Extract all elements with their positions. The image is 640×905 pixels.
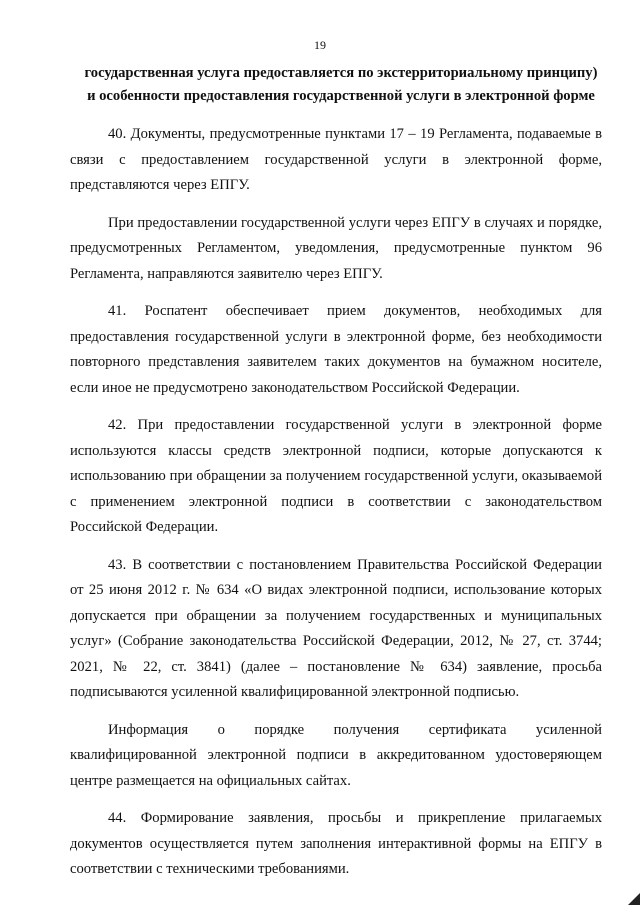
scan-corner-mark: [628, 893, 640, 905]
document-body: [70, 122, 602, 895]
page-number: 19: [314, 38, 326, 52]
paragraph-41: 41. Роспатент обеспечивает прием документов, необходимых для предоставления государственной услуги в электронной форме, без необходимости повторного представления заявителем таких документов на бумажном носителе, если иное не предусмотрено законодательством Российской Федерации.: [70, 303, 602, 396]
section-heading: [60, 62, 622, 108]
paragraph-43: 43. В соответствии с постановлением Правительства Российской Федерации от 25 июня 2012 г. № 634 «О видах электронной подписи, использование которых допускается при обращении за получением государственных и муниципальных услуг» (Собрание законодательства Российской Федерации, 2012, № 27, ст. 3744; 2021, № 22, ст. 3841) (далее – постановление № 634) заявление, просьба подписываются усиленной квалифицированной электронной подписью.: [70, 556, 602, 700]
paragraph-42: 42. При предоставлении государственной услуги в электронной форме используются классы средств электронной подписи, которые допускаются к использованию при обращении за получением государственной услуги, оказываемой с применением электронной подписи в соответствии с законодательством Российской Федерации.: [70, 417, 602, 535]
paragraph-44: 44. Формирование заявления, просьбы и прикрепление прилагаемых документов осуществляется путем заполнения интерактивной формы на ЕПГУ в соответствии с техническими требованиями.: [70, 810, 602, 877]
paragraph-40: 40. Документы, предусмотренные пунктами 17 – 19 Регламента, подаваемые в связи с предоставлением государственной услуги в электронной форме, представляются через ЕПГУ.: [70, 126, 602, 193]
paragraph-43-info: Информация о порядке получения сертификата усиленной квалифицированной электронной подписи в аккредитованном удостоверяющем центре размещается на официальных сайтах.: [70, 721, 602, 789]
paragraph-40-notice: При предоставлении государственной услуги через ЕПГУ в случаях и порядке, предусмотренных Регламентом, уведомления, предусмотренные пунктом 96 Регламента, направляются заявителю через ЕПГУ.: [70, 214, 602, 282]
heading-line-1: государственная услуга предоставляется по экстерриториальному принципу): [84, 65, 598, 81]
heading-line-2: и особенности предоставления государственной услуги в электронной форме: [87, 88, 595, 104]
